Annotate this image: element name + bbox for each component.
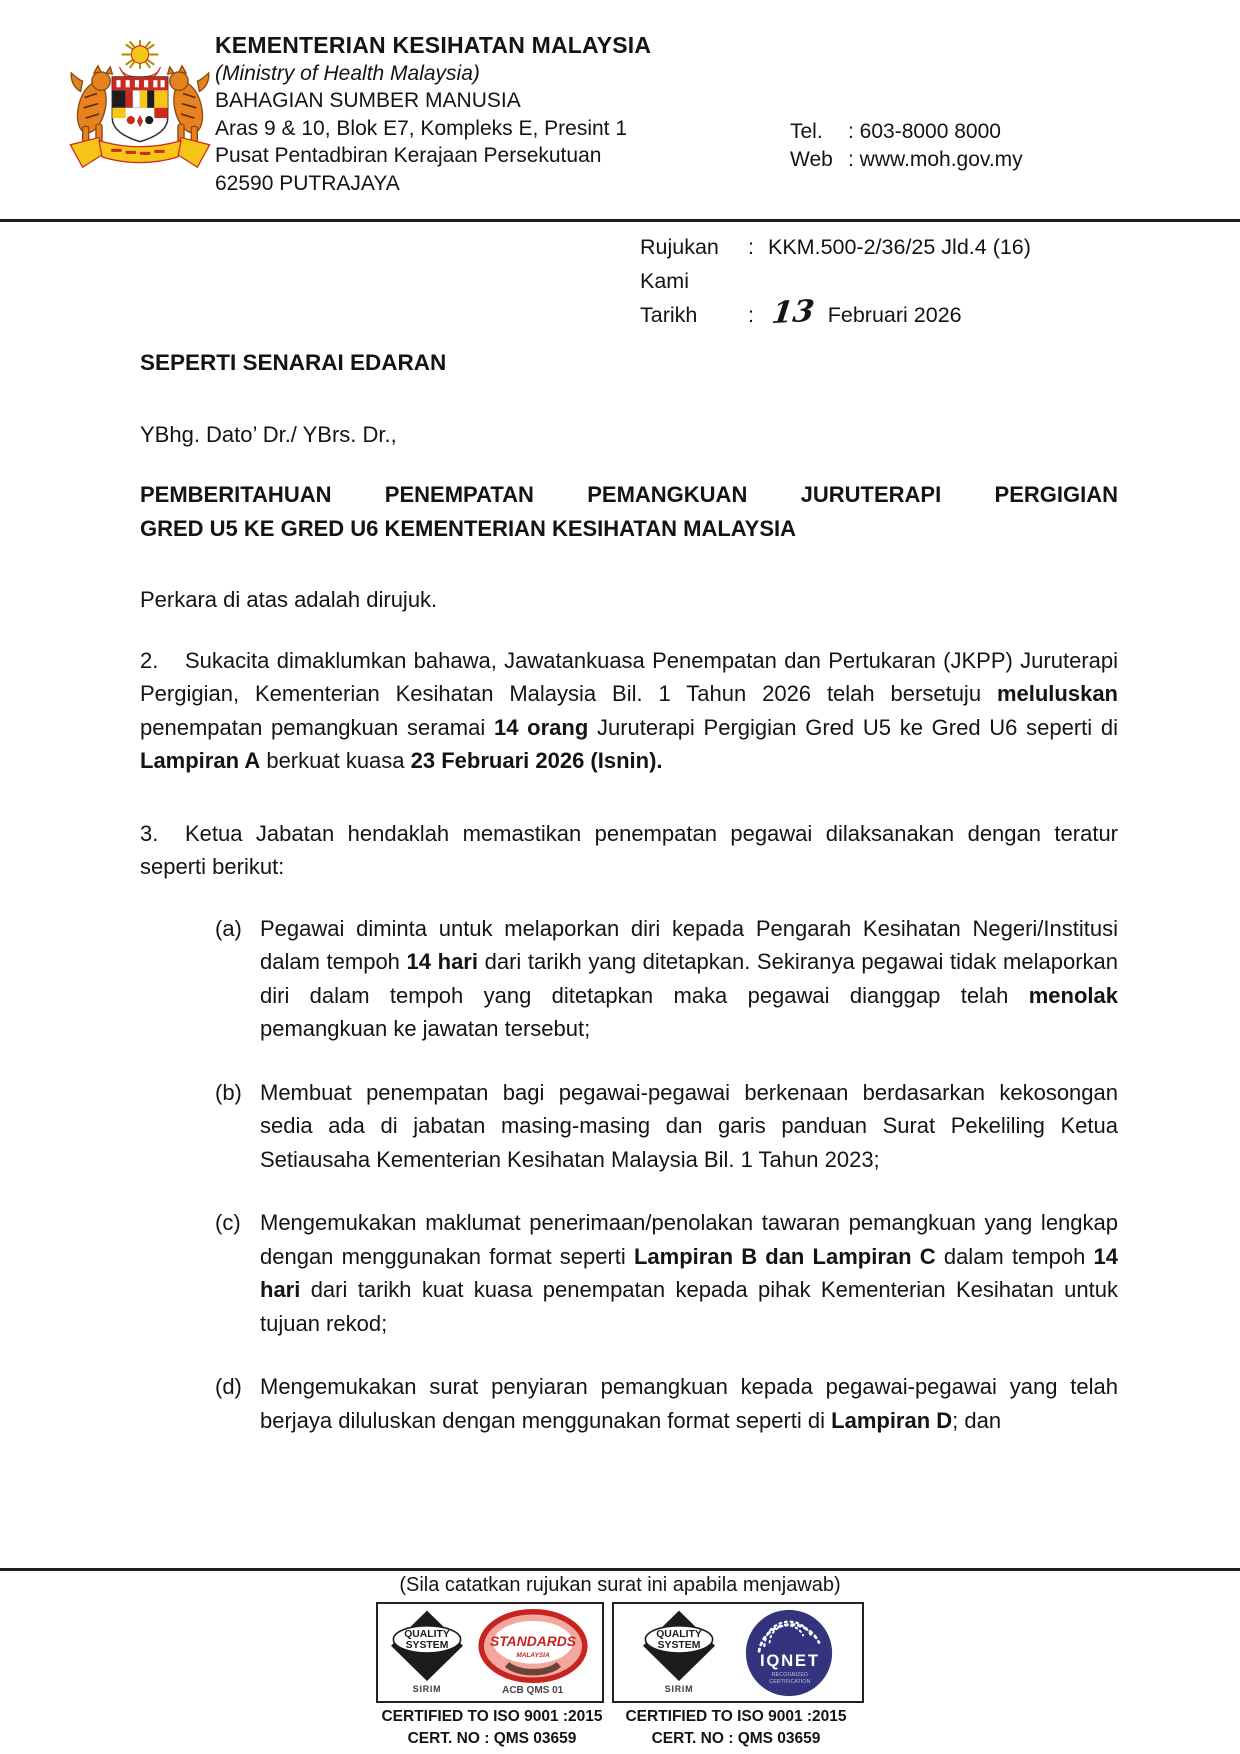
list-item-c: [140, 1206, 1118, 1340]
paragraph-intro: Perkara di atas adalah dirujuk.: [140, 587, 438, 612]
iqnet-logo: [745, 1609, 833, 1697]
sirim-quality-system-logo: [391, 1610, 463, 1696]
handwritten-date-day: 13: [769, 293, 817, 332]
list-item-d: [140, 1370, 1118, 1437]
our-ref-value: KKM.500-2/36/25 Jld.4 (16): [768, 235, 1031, 259]
quality-text: QUALITY: [404, 1628, 451, 1640]
paragraph-number: 3.: [140, 820, 159, 846]
sirim-text: SIRIM: [665, 1683, 694, 1694]
tel-value: : 603-8000 8000: [848, 120, 1001, 143]
malaysia-text: MALAYSIA: [516, 1652, 550, 1660]
star-crescent-icon: [120, 40, 161, 82]
quality-text: QUALITY: [656, 1628, 703, 1640]
cert-caption-line: CERTIFIED TO ISO 9001 :2015: [381, 1708, 603, 1725]
footer-note: (Sila catatkan rujukan surat ini apabila menjawab): [399, 1574, 841, 1596]
certification-box-sirim-iqnet: [612, 1602, 864, 1703]
web-row: [790, 146, 1023, 174]
cert-caption-right: [612, 1706, 860, 1750]
tiger-supporter-icon: [168, 66, 209, 144]
shield-icon: [112, 77, 167, 142]
item-label: (d): [215, 1374, 242, 1399]
item-text: Pegawai diminta untuk melaporkan diri kepada Pengarah Kesihatan Negeri/Institusi dalam tempoh 14 hari dari tarikh yang ditetapkan. Sekiranya pegawai tidak melaporkan diri dalam tempoh yang ditetapkan maka pegawai dianggap telah menolak pemangkuan ke jawatan tersebut;: [260, 915, 1118, 1041]
certification-row: [0, 1602, 1240, 1703]
tel-row: [790, 118, 1023, 146]
paragraph-number: 2.: [140, 647, 159, 673]
letter-body: [140, 346, 1118, 1467]
distribution-line: SEPERTI SENARAI EDARAN: [140, 350, 447, 375]
address-line: Aras 9 & 10, Blok E7, Kompleks E, Presint 1: [215, 116, 628, 140]
numbered-paragraph-2: [140, 644, 1118, 778]
header-divider-line: [0, 219, 1240, 222]
our-ref-row: [640, 230, 1031, 298]
cert-caption-left: [380, 1706, 604, 1750]
subject-title-line: PEMBERITAHUAN PENEMPATAN PEMANGKUAN JURUTERAPI PERGIGIAN: [140, 482, 1118, 507]
list-item-a: [140, 912, 1118, 1046]
item-label: (b): [215, 1079, 242, 1105]
certification-text: CERTIFICATION: [768, 1678, 811, 1685]
web-label: Web: [790, 148, 833, 171]
letterhead-text-block: [215, 32, 651, 197]
tel-label: Tel.: [790, 120, 823, 143]
paragraph-text: Ketua Jabatan hendaklah memastikan penempatan pegawai dilaksanakan dengan teratur seperti berikut:: [140, 820, 1118, 879]
standards-text: STANDARDS: [489, 1633, 576, 1649]
ministry-name-english: (Ministry of Health Malaysia): [215, 61, 480, 85]
sirim-text: SIRIM: [413, 1683, 442, 1694]
numbered-paragraph-3: [140, 817, 1118, 884]
item-label: (c): [215, 1210, 241, 1235]
list-item-b: [140, 1076, 1118, 1177]
date-month-year: Februari 2026: [827, 303, 962, 327]
date-row: [640, 293, 1031, 332]
date-value: [768, 293, 962, 332]
salutation: YBhg. Dato’ Dr./ YBrs. Dr.,: [140, 421, 397, 447]
contact-block: [790, 118, 1023, 174]
item-text: Mengemukakan surat penyiaran pemangkuan kepada pegawai-pegawai yang telah berjaya diluluskan dengan menggunakan format seperti di Lampiran D; dan: [260, 1374, 1118, 1433]
date-colon: :: [748, 303, 754, 327]
web-value: : www.moh.gov.my: [848, 148, 1023, 171]
standards-malaysia-logo: [477, 1609, 589, 1683]
ministry-name: KEMENTERIAN KESIHATAN MALAYSIA: [215, 32, 652, 58]
malaysia-coat-of-arms-logo: [58, 36, 222, 194]
cert-caption-line: CERT. NO : QMS 03659: [407, 1730, 577, 1747]
iqnet-text: IQNET: [759, 1650, 820, 1670]
address-line: Pusat Pentadbiran Kerajaan Persekutuan: [215, 144, 602, 167]
item-text: Membuat penempatan bagi pegawai-pegawai berkenaan berdasarkan kekosongan sedia ada di jabatan masing-masing dan garis panduan Surat Pekeliling Ketua Setiausaha Kementerian Kesihatan Malaysia Bil. 1 Tahun 2023;: [260, 1079, 1118, 1172]
item-label: (a): [215, 915, 242, 941]
our-ref-colon: :: [748, 235, 754, 259]
paragraph-text: Sukacita dimaklumkan bahawa, Jawatankuasa Penempatan dan Pertukaran (JKPP) Juruterapi Pergigian, Kementerian Kesihatan Malaysia Bil. 1 Tahun 2026 telah bersetuju meluluskan penempatan pemangkuan seramai 14 orang Juruterapi Pergigian Gred U5 ke Gred U6 seperti di Lampiran A berkuat kuasa 23 Februari 2026 (Isnin).: [140, 647, 1118, 773]
item-text: Mengemukakan maklumat penerimaan/penolakan tawaran pemangkuan yang lengkap dengan menggunakan format seperti Lampiran B dan Lampiran C dalam tempoh 14 hari dari tarikh kuat kuasa penempatan kepada pihak Kementerian Kesihatan untuk tujuan rekod;: [260, 1210, 1118, 1336]
address-line: 62590 PUTRAJAYA: [215, 171, 400, 195]
sirim-quality-system-logo: [643, 1610, 715, 1696]
system-text: SYSTEM: [657, 1639, 701, 1651]
division-name: BAHAGIAN SUMBER MANUSIA: [215, 89, 521, 112]
reference-block: [640, 230, 1031, 332]
system-text: SYSTEM: [405, 1639, 449, 1651]
footer-divider-line: [0, 1568, 1240, 1571]
date-label: Tarikh: [640, 303, 698, 327]
tiger-supporter-icon: [71, 66, 112, 144]
subject-title-line: GRED U5 KE GRED U6 KEMENTERIAN KESIHATAN MALAYSIA: [140, 515, 796, 541]
cert-caption-line: CERT. NO : QMS 03659: [651, 1730, 821, 1747]
our-ref-label: Rujukan Kami: [640, 235, 719, 293]
acb-qms-code: ACB QMS 01: [502, 1685, 564, 1696]
cert-caption-line: CERTIFIED TO ISO 9001 :2015: [625, 1708, 847, 1725]
recognized-text: RECOGNIZED: [771, 1671, 808, 1678]
certification-box-sirim-standards: [376, 1602, 604, 1703]
standards-malaysia-column: [477, 1609, 589, 1696]
certification-captions: [0, 1706, 1240, 1750]
subject-title: [140, 478, 1118, 545]
